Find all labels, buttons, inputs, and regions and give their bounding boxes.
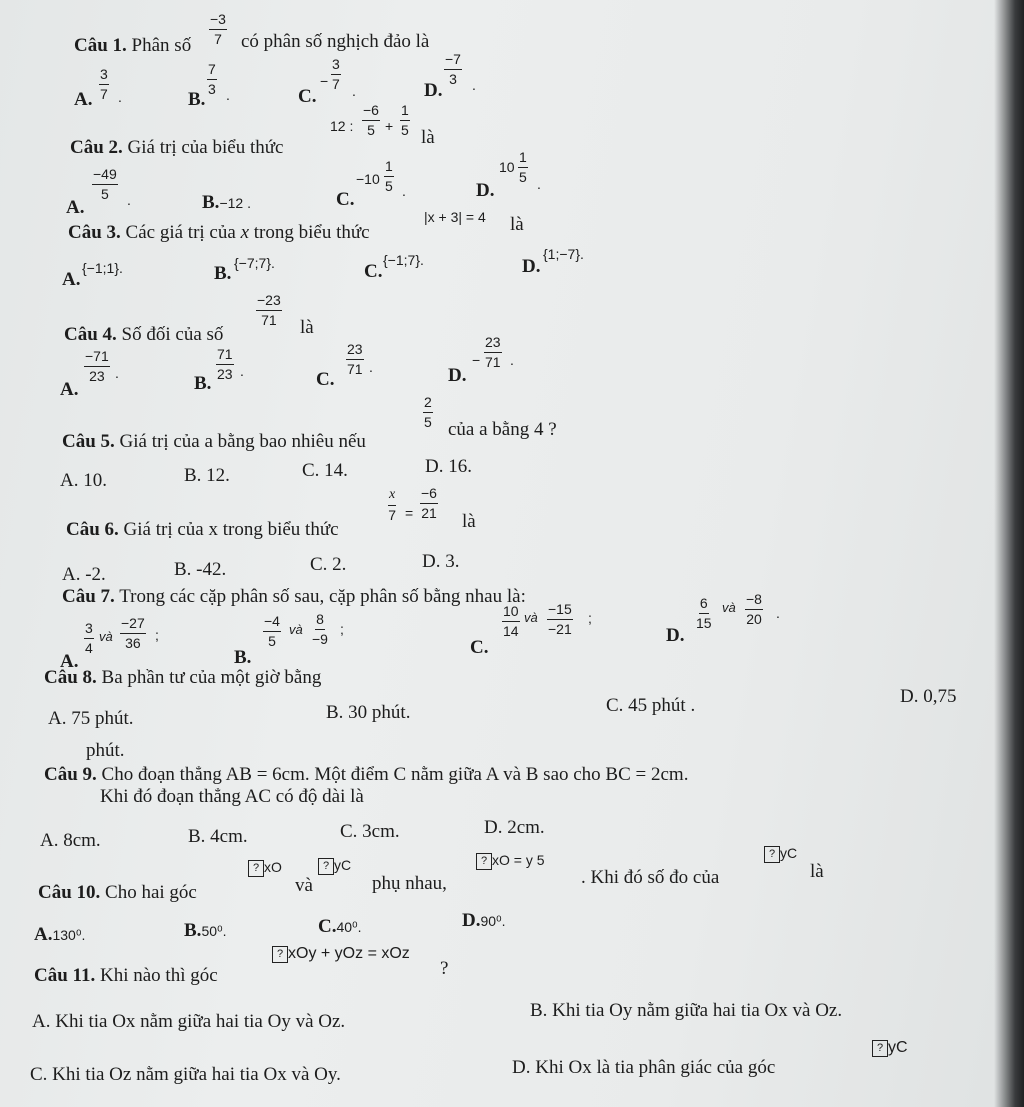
q10-stem: Câu 10. Cho hai góc bbox=[38, 882, 197, 903]
missing-glyph-box-icon: ? bbox=[764, 846, 780, 863]
q1-a-frac: 3 7 bbox=[100, 66, 108, 102]
q4-fraction: −23 71 bbox=[257, 292, 281, 328]
q4-d-frac: 23 71 bbox=[485, 334, 501, 370]
q4-opt-a[interactable]: A. bbox=[60, 379, 79, 400]
q4-opt-c[interactable]: C. bbox=[316, 369, 335, 390]
q1-opt-d[interactable]: D. bbox=[424, 80, 443, 101]
q6-f2: −6 21 bbox=[421, 485, 437, 521]
q3-la: là bbox=[510, 214, 524, 235]
q7-c-f2: −15 −21 bbox=[548, 601, 572, 637]
q1-a-dot: . bbox=[118, 89, 122, 105]
q10-opt-d[interactable]: D.90⁰. bbox=[462, 910, 506, 931]
q10-angle-1: ? xO bbox=[248, 860, 282, 877]
q7-d-sep: . bbox=[776, 605, 780, 621]
q2-d-dot: . bbox=[537, 176, 541, 192]
q7-a-f1: 3 4 bbox=[85, 620, 93, 656]
q1-opt-c[interactable]: C. bbox=[298, 86, 317, 107]
missing-glyph-box-icon: ? bbox=[318, 858, 334, 875]
q10-va: và bbox=[295, 875, 313, 896]
q2-d-frac: 1 5 bbox=[519, 149, 527, 185]
q2-stem: Câu 2. Giá trị của biểu thức bbox=[70, 137, 284, 158]
q2-opt-a[interactable]: A. bbox=[66, 197, 85, 218]
q8-opt-d-unit: phút. bbox=[86, 740, 125, 761]
q6-stem: Câu 6. Giá trị của x trong biểu thức bbox=[66, 519, 339, 540]
q2-opt-c[interactable]: C. bbox=[336, 189, 355, 210]
q7-d-f1: 6 15 bbox=[696, 595, 712, 631]
q11-stem: Câu 11. Khi nào thì góc bbox=[34, 965, 218, 986]
q7-b-va: và bbox=[289, 622, 303, 637]
q10-stem-c: . Khi đó số đo của bbox=[581, 867, 720, 888]
q11-expr: ? xOy + yOz = xOz bbox=[272, 946, 410, 963]
q2-plus: + bbox=[385, 118, 394, 134]
q2-c-whole: −10 bbox=[356, 171, 380, 187]
q2-a-dot: . bbox=[127, 192, 131, 208]
q5-opt-b[interactable]: B. 12. bbox=[184, 465, 230, 486]
q4-d-sign: − bbox=[472, 352, 481, 368]
photo-dark-edge bbox=[994, 0, 1024, 1107]
q8-opt-d[interactable]: D. 0,75 bbox=[900, 686, 957, 707]
q2-opt-b[interactable]: B.−12 . bbox=[202, 192, 251, 213]
q9-stem-2: Khi đó đoạn thẳng AC có độ dài là bbox=[100, 786, 364, 807]
q7-b-sep: ; bbox=[340, 621, 344, 637]
q7-d-va: và bbox=[722, 600, 736, 615]
q2-opt-d[interactable]: D. bbox=[476, 180, 495, 201]
q10-opt-b[interactable]: B.50⁰. bbox=[184, 920, 227, 941]
q7-b-f2: 8 −9 bbox=[312, 611, 328, 647]
q10-angle-3: ? yC bbox=[764, 846, 797, 863]
q5-opt-d[interactable]: D. 16. bbox=[425, 456, 472, 477]
q11-qm: ? bbox=[440, 958, 449, 979]
q7-b-f1: −4 5 bbox=[264, 613, 280, 649]
q11-d-angle: ? yC bbox=[872, 1040, 908, 1057]
q3-b-value: {−7;7}. bbox=[234, 255, 275, 271]
q6-eq: = bbox=[405, 505, 414, 521]
q5-stem-end: của a bằng 4 ? bbox=[448, 419, 557, 440]
q2-f2: 1 5 bbox=[401, 102, 409, 138]
q1-d-frac: −7 3 bbox=[445, 51, 461, 87]
q7-c-f1: 10 14 bbox=[503, 603, 519, 639]
q3-d-value: {1;−7}. bbox=[543, 246, 584, 262]
q11-opt-a[interactable]: A. Khi tia Ox nằm giữa hai tia Oy và Oz. bbox=[32, 1011, 346, 1032]
q1-c-sign: − bbox=[320, 73, 329, 89]
q6-la: là bbox=[462, 511, 476, 532]
q7-c-va: và bbox=[524, 610, 538, 625]
q4-a-dot: . bbox=[115, 365, 119, 381]
q8-stem: Câu 8. Ba phần tư của một giờ bằng bbox=[44, 667, 322, 688]
q4-stem: Câu 4. Số đối của số bbox=[64, 324, 224, 345]
q6-f1: x 7 bbox=[388, 487, 396, 523]
missing-glyph-box-icon: ? bbox=[272, 946, 288, 963]
q3-opt-c[interactable]: C. bbox=[364, 261, 383, 282]
missing-glyph-box-icon: ? bbox=[872, 1040, 888, 1057]
q11-opt-c[interactable]: C. Khi tia Oz nằm giữa hai tia Ox và Oy. bbox=[30, 1064, 341, 1085]
q4-d-dot: . bbox=[510, 352, 514, 368]
q1-stem-end: có phân số nghịch đảo là bbox=[241, 31, 430, 52]
q3-a-value: {−1;1}. bbox=[82, 260, 123, 276]
q7-c-sep: ; bbox=[588, 610, 592, 626]
q3-stem: Câu 3. Các giá trị của x trong biểu thức bbox=[68, 222, 370, 243]
q3-opt-a[interactable]: A. bbox=[62, 269, 81, 290]
q9-opt-b[interactable]: B. 4cm. bbox=[188, 826, 248, 847]
q6-opt-d[interactable]: D. 3. bbox=[422, 551, 460, 572]
q8-opt-a[interactable]: A. 75 phút. bbox=[48, 708, 134, 729]
q4-la: là bbox=[300, 317, 314, 338]
q9-stem: Câu 9. Cho đoạn thẳng AB = 6cm. Một điểm C nằm giữa A và B sao cho BC = 2cm. bbox=[44, 764, 689, 785]
q1-opt-b[interactable]: B. bbox=[188, 89, 206, 110]
q4-b-frac: 71 23 bbox=[217, 346, 233, 382]
q10-opt-c[interactable]: C.40⁰. bbox=[318, 916, 362, 937]
q2-c-frac: 1 5 bbox=[385, 158, 393, 194]
q4-b-dot: . bbox=[240, 363, 244, 379]
q5-stem: Câu 5. Giá trị của a bằng bao nhiêu nếu bbox=[62, 431, 366, 452]
q4-c-frac: 23 71 bbox=[347, 341, 363, 377]
q4-opt-d[interactable]: D. bbox=[448, 365, 467, 386]
q5-fraction: 2 5 bbox=[424, 394, 432, 430]
q8-opt-c[interactable]: C. 45 phút . bbox=[606, 695, 696, 716]
q5-opt-c[interactable]: C. 14. bbox=[302, 460, 348, 481]
q9-opt-d[interactable]: D. 2cm. bbox=[484, 817, 545, 838]
q2-f1: −6 5 bbox=[363, 102, 379, 138]
q3-opt-d[interactable]: D. bbox=[522, 256, 541, 277]
q3-opt-b[interactable]: B. bbox=[214, 263, 232, 284]
q2-c-dot: . bbox=[402, 183, 406, 199]
q2-la: là bbox=[421, 127, 435, 148]
q6-opt-b[interactable]: B. -42. bbox=[174, 559, 227, 580]
missing-glyph-box-icon: ? bbox=[248, 860, 264, 877]
q2-a-frac: −49 5 bbox=[93, 166, 117, 202]
q1-c-frac: 3 7 bbox=[332, 56, 340, 92]
q1-opt-a[interactable]: A. bbox=[74, 89, 93, 110]
q2-expr-a: 12 : bbox=[330, 118, 354, 134]
q7-stem: Câu 7. Trong các cặp phân số sau, cặp phân số bằng nhau là: bbox=[62, 586, 526, 607]
q4-opt-b[interactable]: B. bbox=[194, 373, 212, 394]
q2-d-whole: 10 bbox=[499, 159, 515, 175]
q7-opt-b[interactable]: B. bbox=[234, 647, 252, 668]
q7-a-sep: ; bbox=[155, 627, 159, 643]
q9-opt-a[interactable]: A. 8cm. bbox=[40, 830, 101, 851]
q11-opt-b[interactable]: B. Khi tia Oy nằm giữa hai tia Ox và Oz. bbox=[530, 1000, 843, 1021]
q3-expr: |x + 3| = 4 bbox=[424, 209, 486, 225]
q10-opt-a[interactable]: A.130⁰. bbox=[34, 924, 86, 945]
q1-b-dot: . bbox=[226, 87, 230, 103]
q4-c-dot: . bbox=[369, 359, 373, 375]
q7-a-va: và bbox=[99, 629, 113, 644]
q1-d-dot: . bbox=[472, 77, 476, 93]
q10-expr: ? xO = y 5 bbox=[476, 853, 545, 870]
q7-opt-a[interactable]: A. bbox=[60, 651, 79, 672]
q7-a-f2: −27 36 bbox=[121, 615, 145, 651]
q7-opt-d[interactable]: D. bbox=[666, 625, 685, 646]
q1-stem: Câu 1. Phân số bbox=[74, 35, 192, 56]
q1-fraction: −3 7 bbox=[210, 11, 226, 47]
q7-opt-c[interactable]: C. bbox=[470, 637, 489, 658]
q1-c-dot: . bbox=[352, 83, 356, 99]
q8-opt-b[interactable]: B. 30 phút. bbox=[326, 702, 411, 723]
missing-glyph-box-icon: ? bbox=[476, 853, 492, 870]
q6-opt-a[interactable]: A. -2. bbox=[62, 564, 106, 585]
q10-la: là bbox=[810, 861, 824, 882]
q10-angle-2: ? yC bbox=[318, 858, 351, 875]
q4-a-frac: −71 23 bbox=[85, 348, 109, 384]
q3-c-value: {−1;7}. bbox=[383, 252, 424, 268]
q10-stem-b: phụ nhau, bbox=[372, 873, 447, 894]
q6-opt-c[interactable]: C. 2. bbox=[310, 554, 347, 575]
q11-opt-d[interactable]: D. Khi Ox là tia phân giác của góc bbox=[512, 1057, 776, 1078]
q9-opt-c[interactable]: C. 3cm. bbox=[340, 821, 400, 842]
q1-b-frac: 7 3 bbox=[208, 61, 216, 97]
q7-d-f2: −8 20 bbox=[746, 591, 762, 627]
q5-opt-a[interactable]: A. 10. bbox=[60, 470, 107, 491]
